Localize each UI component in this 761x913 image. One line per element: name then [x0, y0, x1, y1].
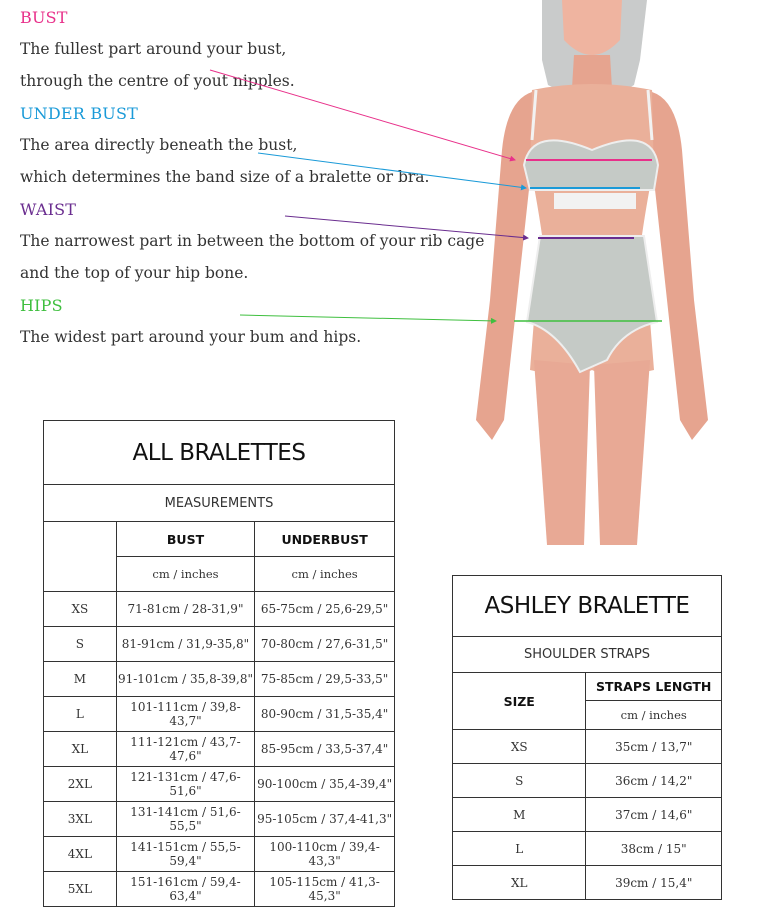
- underbust-cell: 90-100cm / 35,4-39,4": [255, 767, 395, 802]
- bust-cell: 71-81cm / 28-31,9": [116, 592, 255, 627]
- measurements-subtitle: MEASUREMENTS: [44, 485, 395, 522]
- size-cell: 5XL: [44, 872, 117, 907]
- table-row: [44, 837, 395, 872]
- table-row: [44, 767, 395, 802]
- bust-units: cm / inches: [116, 557, 255, 592]
- table-row: [44, 732, 395, 767]
- bust-cell: 121-131cm / 47,6-51,6": [116, 767, 255, 802]
- size-cell: S: [44, 627, 117, 662]
- bust-cell: 91-101cm / 35,8-39,8": [116, 662, 255, 697]
- bust-cell: 111-121cm / 43,7-47,6": [116, 732, 255, 767]
- bust-cell: 141-151cm / 55,5-59,4": [116, 837, 255, 872]
- pointer-arrows: [0, 0, 761, 420]
- size-cell: M: [453, 798, 586, 832]
- length-cell: 37cm / 14,6": [586, 798, 722, 832]
- size-header-empty: [44, 522, 117, 592]
- size-cell: L: [453, 832, 586, 866]
- hips-desc-1: The widest part around your bum and hips.: [20, 328, 362, 346]
- size-cell: 3XL: [44, 802, 117, 837]
- size-cell: 2XL: [44, 767, 117, 802]
- underbust-cell: 65-75cm / 25,6-29,5": [255, 592, 395, 627]
- table-row: [44, 592, 395, 627]
- underbust-cell: 85-95cm / 33,5-37,4": [255, 732, 395, 767]
- table-row: [44, 627, 395, 662]
- hips-heading: HIPS: [20, 296, 63, 315]
- bust-cell: 131-141cm / 51,6-55,5": [116, 802, 255, 837]
- waist-desc-1: The narrowest part in between the bottom of your rib cage: [20, 232, 485, 250]
- bust-col-header: BUST: [116, 522, 255, 557]
- size-cell: XS: [44, 592, 117, 627]
- bust-heading: BUST: [20, 8, 68, 27]
- table-row: [453, 798, 722, 832]
- size-cell: M: [44, 662, 117, 697]
- size-col-header: SIZE: [453, 673, 586, 730]
- underbust-cell: 95-105cm / 37,4-41,3": [255, 802, 395, 837]
- bust-cell: 151-161cm / 59,4-63,4": [116, 872, 255, 907]
- underbust-cell: 70-80cm / 27,6-31,5": [255, 627, 395, 662]
- ashley-bralette-table: [452, 575, 722, 900]
- table-row: [44, 662, 395, 697]
- underbust-desc-2: which determines the band size of a bralette or bra.: [20, 168, 430, 186]
- straps-units: cm / inches: [586, 701, 722, 730]
- hips-arrow: [240, 315, 496, 321]
- length-cell: 39cm / 15,4": [586, 866, 722, 900]
- size-cell: XS: [453, 730, 586, 764]
- bust-desc-1: The fullest part around your bust,: [20, 40, 287, 58]
- waist-desc-2: and the top of your hip bone.: [20, 264, 249, 282]
- underbust-desc-1: The area directly beneath the bust,: [20, 136, 298, 154]
- table-row: [453, 764, 722, 798]
- ashley-bralette-title: ASHLEY BRALETTE: [453, 576, 722, 637]
- waist-arrow: [285, 216, 528, 238]
- underbust-cell: 75-85cm / 29,5-33,5": [255, 662, 395, 697]
- table-row: [453, 866, 722, 900]
- size-cell: XL: [453, 866, 586, 900]
- bust-arrow: [210, 70, 515, 160]
- underbust-cell: 105-115cm / 41,3-45,3": [255, 872, 395, 907]
- underbust-heading: UNDER BUST: [20, 104, 138, 123]
- size-cell: XL: [44, 732, 117, 767]
- size-cell: S: [453, 764, 586, 798]
- table-row: [453, 730, 722, 764]
- table-row: [44, 697, 395, 732]
- shoulder-straps-subtitle: SHOULDER STRAPS: [453, 637, 722, 673]
- waist-heading: WAIST: [20, 200, 77, 219]
- table-row: [44, 802, 395, 837]
- length-cell: 38cm / 15": [586, 832, 722, 866]
- underbust-units: cm / inches: [255, 557, 395, 592]
- underbust-arrow: [258, 153, 526, 188]
- bust-desc-2: through the centre of yout nipples.: [20, 72, 295, 90]
- size-cell: 4XL: [44, 837, 117, 872]
- bust-cell: 81-91cm / 31,9-35,8": [116, 627, 255, 662]
- underbust-cell: 100-110cm / 39,4-43,3": [255, 837, 395, 872]
- length-cell: 35cm / 13,7": [586, 730, 722, 764]
- length-cell: 36cm / 14,2": [586, 764, 722, 798]
- size-cell: L: [44, 697, 117, 732]
- all-bralettes-table: [43, 420, 395, 907]
- table-row: [44, 872, 395, 907]
- underbust-cell: 80-90cm / 31,5-35,4": [255, 697, 395, 732]
- straps-length-col-header: STRAPS LENGTH: [586, 673, 722, 701]
- bust-cell: 101-111cm / 39,8-43,7": [116, 697, 255, 732]
- table-row: [453, 832, 722, 866]
- underbust-col-header: UNDERBUST: [255, 522, 395, 557]
- all-bralettes-title: ALL BRALETTES: [44, 421, 395, 485]
